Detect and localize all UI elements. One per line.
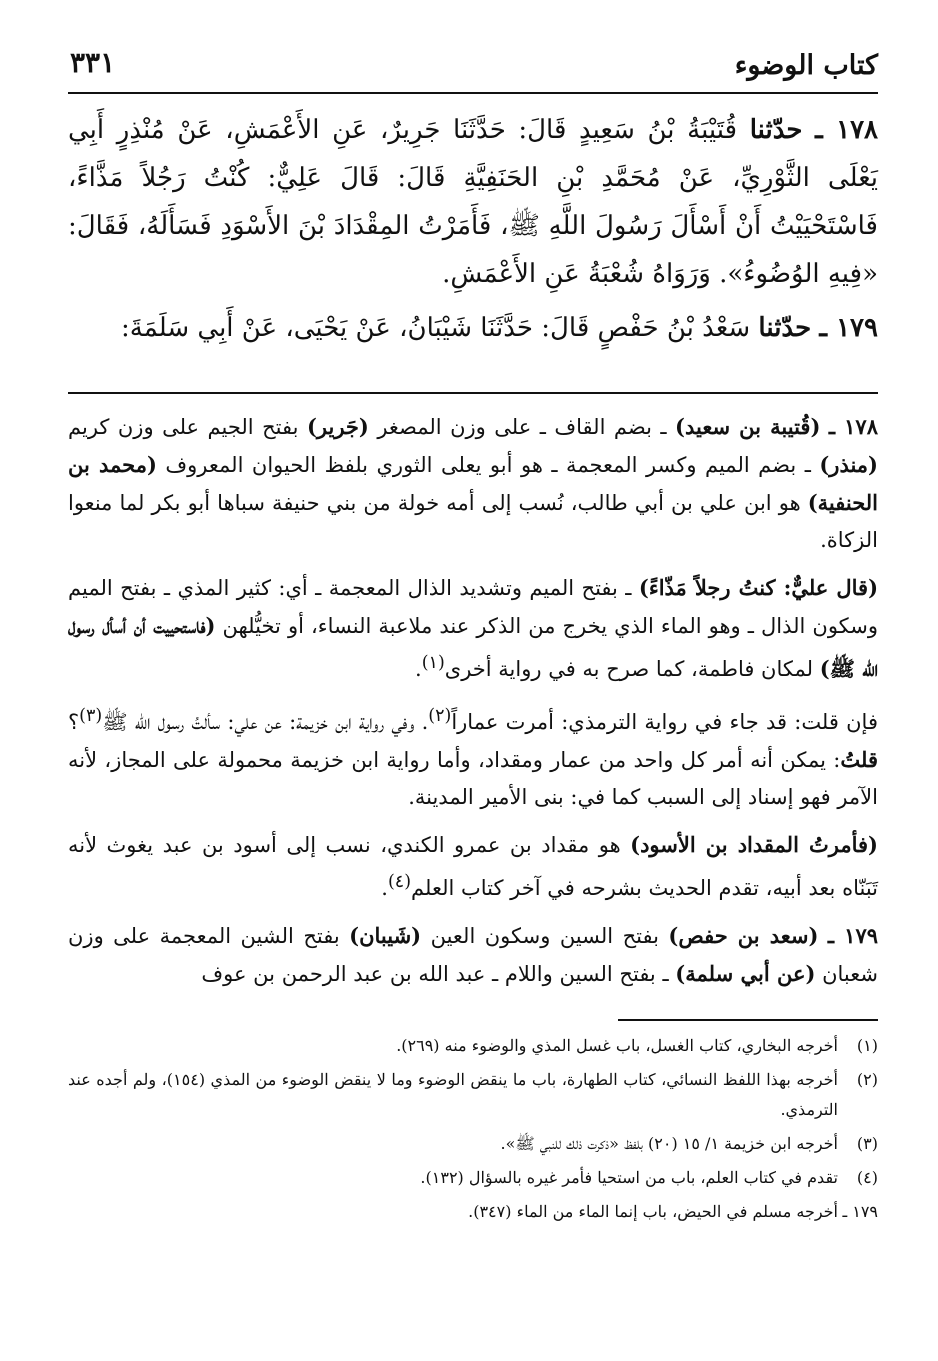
commentary-text: ـ بفتح الميم وتشديد الذال المعجمة ـ أي: كثير المذي ـ بفتح الميم وسكون الذال ـ وهو الماء الذي يخرج من الذكر عند ملاعبة النساء، أو تخيُّلهن [68,576,879,638]
book-page [68,40,878,1330]
commentary-text: ـ بضم الميم وكسر المعجمة ـ هو أبو يعلى الثوري بلفظ الحيوان المعروف [156,453,820,477]
page-header [68,40,878,94]
commentary-text: بفتح السين وسكون العين [421,924,669,948]
footnote-ref[interactable]: (١) [421,653,445,673]
footnote [68,1065,878,1125]
commentary-paragraph [68,826,878,907]
quoted-phrase: (فأمرتُ المقداد بن الأسود) [630,832,878,857]
commentary-paragraph [68,917,878,993]
page-number: ٣٣١ [70,46,116,79]
commentary-number: ١٧٨ ـ [828,414,878,439]
commentary-text: : يمكن أنه أمر كل واحد من عمار ومقداد، وأما رواية ابن خزيمة محمولة على المجاز، لأنه الآمر فهو إسناد إلى السبب كما في: بنى الأمير المدينة. [68,748,878,809]
commentary-paragraph [68,408,878,559]
footnote-number: (٢) [856,1070,878,1089]
commentary-number: ١٧٩ ـ [827,923,879,948]
commentary-text: ـ بفتح السين واللام ـ عبد الله بن عبد الرحمن بن عوف [201,962,676,986]
commentary-text: بفتح الجيم على وزن كريم [68,415,307,439]
book-title: كتاب الوضوء [734,50,878,81]
commentary-paragraph [68,569,878,688]
hadith-number: ١٧٩ ـ [819,313,878,343]
quoted-phrase: (عن أبي سلمة) [675,961,816,986]
commentary-text: بفتح الشين المعجمة على وزن شعبان [68,924,878,986]
footnote-text: تقدم في كتاب العلم، باب من استحيا فأمر غيره بالسؤال (١٣٢). [420,1168,838,1187]
quoted-phrase: (منذر) [819,452,878,477]
commentary-paragraph [68,698,878,816]
footnote [68,1129,878,1159]
commentary-text: ـ بضم القاف ـ على وزن المصغر [368,415,676,439]
footnote-ref[interactable]: (٤) [387,872,412,892]
commentary-text: . [415,657,422,681]
hadith-lead: حدّثنا [749,115,803,145]
quoted-phrase: (سعد بن حفص) [668,923,819,948]
footnote-number: (١) [856,1036,878,1055]
footnote-divider [618,1019,878,1021]
footnote-text: أخرجه بهذا اللفظ النسائي، كتاب الطهارة، باب ما ينقض الوضوء وما لا ينقض الوضوء من المذي (١٥٤)، ولم أجده عند الترمذي. [68,1070,838,1119]
footnote [68,1031,878,1061]
commentary-text: هو مقداد بن عمرو الكندي، نسب إلى أسود بن عبد يغوث لأنه تَبَنّاه بعد أبيه، تقدم الحديث بشرحه في آخر كتاب العلم [68,833,878,900]
hadith-179 [68,304,878,352]
hadith-number: ١٧٨ ـ [815,115,879,145]
quoted-phrase: (محمد بن الحنفية) [68,452,878,515]
commentary-text: لمكان فاطمة، كما صرح به في رواية أخرى [444,657,820,681]
footnote-number: ١٧٩ ـ [842,1202,878,1221]
footnote-text: أخرجه ابن خزيمة ١/ ١٥ (٢٠) بلفظ «ذكرت ذلك للنبي ﷺ». [500,1134,838,1153]
quoted-phrase: (جَرير) [306,414,369,439]
quoted-phrase: قلتُ [840,747,878,772]
text-commentary-divider [68,392,878,394]
commentary-text: . وفي رواية ابن خزيمة: عن علي: سألتُ رسول الله ﷺ [102,710,429,734]
commentary-text: هو ابن علي بن أبي طالب، نُسب إلى أمه خولة من بني حنيفة سباها أبو بكر لما منعوا الزكاة. [68,491,878,552]
footnote-number: (٤) [856,1168,878,1187]
hadith-body: قُتَيْبَةُ بْنُ سَعِيدٍ قَالَ: حَدَّثَنَا جَرِيرٌ، عَنِ الأَعْمَشِ، عَنْ مُنْذِرٍ أَبِي يَعْلَى الثَّوْرِيِّ، عَنْ مُحَمَّدِ بْنِ الحَنَفِيَّةِ قَالَ: قَالَ عَلِيٌّ: كُنْتُ رَجُلاً مَذَّاءً، فَاسْتَحْيَيْتُ أَنْ أَسْأَلَ رَسُولَ اللَّهِ ﷺ، فَأَمَرْتُ المِقْدَادَ بْنَ الأَسْوَدِ فَسَأَلَهُ، فَقَالَ: «فِيهِ الوُضُوءُ». وَرَوَاهُ شُعْبَةُ عَنِ الأَعْمَشِ. [68,115,878,289]
hadith-body: سَعْدُ بْنُ حَفْصٍ قَالَ: حَدَّثَنَا شَيْبَانُ، عَنْ يَحْيَى، عَنْ أَبِي سَلَمَةَ: [121,313,751,343]
commentary-text: . [381,876,388,900]
footnote [68,1197,878,1227]
footnote-ref[interactable]: (٢) [428,706,452,726]
footnote-text: أخرجه البخاري، كتاب الغسل، باب غسل المذي والوضوء منه (٢٦٩). [396,1036,838,1055]
footnote-ref[interactable]: (٣) [79,706,103,726]
commentary-text: ؟ [68,710,80,734]
footnote-text: أخرجه مسلم في الحيض، باب إنما الماء من الماء (٣٤٧). [468,1202,838,1221]
quoted-phrase: (فاستحييت أن أسأل رسول الله ﷺ) [68,613,878,681]
hadith-text [68,106,878,352]
hadith-lead: حدّثنا [758,313,812,343]
hadith-178 [68,106,878,298]
quoted-phrase: (قُتيبة بن سعيد) [675,414,821,439]
footnote-number: (٣) [856,1134,878,1153]
footnotes [68,1031,878,1227]
quoted-phrase: (شَيبان) [349,923,422,948]
commentary-text: فإن قلت: قد جاء في رواية الترمذي: أمرت عماراً [451,710,878,734]
quoted-phrase: (قال عليٌّ: كنتُ رجلاً مَذّاءً) [638,575,879,600]
footnote [68,1163,878,1193]
commentary [68,408,878,993]
